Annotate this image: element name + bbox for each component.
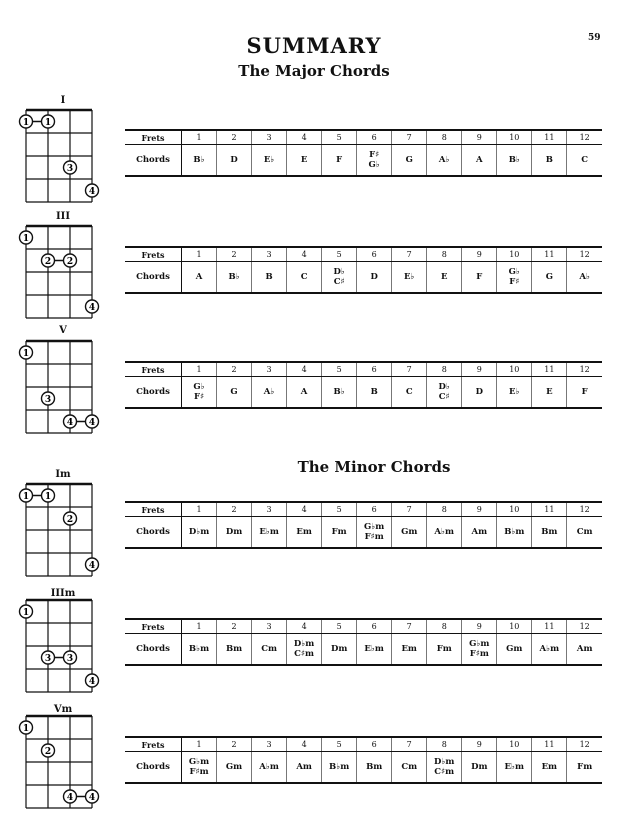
fret-number: 8 — [427, 502, 462, 517]
fret-number: 12 — [567, 619, 602, 634]
finger-marker — [86, 300, 99, 313]
svg-text:1: 1 — [44, 118, 52, 128]
chord-name: F — [462, 262, 497, 294]
fret-number: 1 — [182, 737, 217, 752]
fret-number: 1 — [182, 362, 217, 377]
svg-text:4: 4 — [66, 418, 74, 428]
fret-number: 4 — [287, 130, 322, 145]
chord-name: F — [322, 145, 357, 177]
svg-text:4: 4 — [66, 793, 74, 803]
finger-marker — [64, 790, 77, 803]
frets-label: Frets — [125, 362, 182, 377]
chord-diagram-label: V — [59, 325, 67, 336]
svg-text:2: 2 — [44, 257, 52, 267]
fret-number: 10 — [497, 247, 532, 262]
chord-name: G — [392, 145, 427, 177]
chord-name: Am — [567, 634, 602, 666]
chords-label: Chords — [125, 145, 182, 177]
chord-name: D♭ C♯ — [322, 262, 357, 294]
finger-marker — [64, 161, 77, 174]
chord-name: E♭ — [497, 377, 532, 409]
fret-number: 9 — [462, 502, 497, 517]
svg-text:2: 2 — [66, 257, 74, 267]
fret-number: 8 — [427, 619, 462, 634]
frets-row — [125, 362, 602, 377]
chord-name: Am — [462, 517, 497, 549]
fret-number: 9 — [462, 130, 497, 145]
chord-name: Em — [392, 634, 427, 666]
svg-text:4: 4 — [88, 677, 96, 687]
chord-name: E♭m — [252, 517, 287, 549]
frets-label: Frets — [125, 247, 182, 262]
fret-number: 5 — [322, 737, 357, 752]
chord-name: D — [357, 262, 392, 294]
fret-number: 12 — [567, 502, 602, 517]
page-title: SUMMARY — [246, 33, 382, 58]
chord-name: G♭m F♯m — [357, 517, 392, 549]
fretboard-grid — [14, 331, 104, 443]
chord-name: Em — [532, 752, 567, 784]
chord-name: D — [217, 145, 252, 177]
chord-name: G — [217, 377, 252, 409]
fret-number: 3 — [252, 502, 287, 517]
fretboard-grid — [14, 100, 104, 212]
fret-number: 5 — [322, 362, 357, 377]
finger-marker — [64, 651, 77, 664]
fret-number: 3 — [252, 619, 287, 634]
fret-number: 2 — [217, 130, 252, 145]
chord-name: B♭ — [497, 145, 532, 177]
fret-number: 11 — [532, 362, 567, 377]
chord-name: Fm — [427, 634, 462, 666]
svg-text:3: 3 — [66, 164, 74, 174]
chord-fret-table — [125, 129, 602, 177]
chord-name: Cm — [567, 517, 602, 549]
finger-marker — [42, 392, 55, 405]
svg-text:1: 1 — [22, 608, 30, 618]
finger-marker — [20, 115, 33, 128]
frets-label: Frets — [125, 130, 182, 145]
chords-label: Chords — [125, 634, 182, 666]
fret-number: 11 — [532, 247, 567, 262]
chord-diagram-label: III — [55, 211, 71, 222]
fret-number: 8 — [427, 247, 462, 262]
chord-name: E — [427, 262, 462, 294]
chords-label: Chords — [125, 262, 182, 294]
chord-name: Am — [287, 752, 322, 784]
fretboard-grid — [14, 216, 104, 328]
chord-name: G♭ F♯ — [182, 377, 217, 409]
finger-marker — [64, 254, 77, 267]
fret-number: 12 — [567, 362, 602, 377]
fret-number: 4 — [287, 502, 322, 517]
chord-name: A — [182, 262, 217, 294]
finger-marker — [86, 558, 99, 571]
chord-name: F — [567, 377, 602, 409]
chord-name: Bm — [357, 752, 392, 784]
svg-text:4: 4 — [88, 187, 96, 197]
fret-number: 10 — [497, 619, 532, 634]
chord-name: D♭m — [182, 517, 217, 549]
frets-row — [125, 619, 602, 634]
chord-fret-table — [125, 501, 602, 549]
chord-name: Cm — [392, 752, 427, 784]
chord-name: G♭m F♯m — [182, 752, 217, 784]
chord-name: F♯ G♭ — [357, 145, 392, 177]
fret-number: 1 — [182, 502, 217, 517]
chords-row — [125, 262, 602, 294]
chord-name: B — [357, 377, 392, 409]
fret-number: 10 — [497, 502, 532, 517]
fret-number: 8 — [427, 362, 462, 377]
fret-number: 11 — [532, 502, 567, 517]
fret-number: 4 — [287, 247, 322, 262]
fret-number: 6 — [357, 737, 392, 752]
fret-number: 3 — [252, 362, 287, 377]
chord-name: Dm — [217, 517, 252, 549]
chord-name: E — [532, 377, 567, 409]
chords-row — [125, 634, 602, 666]
fret-number: 9 — [462, 247, 497, 262]
chord-name: Gm — [217, 752, 252, 784]
chord-diagram-label: Im — [55, 469, 71, 480]
svg-text:3: 3 — [44, 395, 52, 405]
chord-name: G♭ F♯ — [497, 262, 532, 294]
fret-number: 2 — [217, 619, 252, 634]
fret-number: 5 — [322, 247, 357, 262]
frets-label: Frets — [125, 737, 182, 752]
chord-diagram-label: IIIm — [50, 588, 76, 599]
fret-number: 6 — [357, 502, 392, 517]
chords-row — [125, 517, 602, 549]
minor-chords-heading: The Minor Chords — [297, 458, 451, 476]
chord-name: B♭m — [497, 517, 532, 549]
chord-diagram — [14, 590, 104, 702]
chord-name: E♭ — [392, 262, 427, 294]
fret-number: 12 — [567, 737, 602, 752]
chord-diagram — [14, 706, 104, 818]
chord-name: Fm — [567, 752, 602, 784]
finger-marker — [42, 651, 55, 664]
fret-number: 12 — [567, 130, 602, 145]
frets-row — [125, 502, 602, 517]
fret-number: 11 — [532, 130, 567, 145]
fret-number: 7 — [392, 130, 427, 145]
fret-number: 8 — [427, 737, 462, 752]
chord-name: Bm — [532, 517, 567, 549]
chord-name: C — [392, 377, 427, 409]
chord-name: Gm — [497, 634, 532, 666]
chord-name: D♭m C♯m — [427, 752, 462, 784]
fret-number: 10 — [497, 362, 532, 377]
chord-name: B♭m — [182, 634, 217, 666]
chords-label: Chords — [125, 377, 182, 409]
fret-number: 10 — [497, 130, 532, 145]
finger-marker — [20, 721, 33, 734]
chord-diagram — [14, 474, 104, 586]
chord-name: A♭ — [252, 377, 287, 409]
fret-number: 1 — [182, 247, 217, 262]
fret-number: 7 — [392, 619, 427, 634]
fret-number: 6 — [357, 619, 392, 634]
fret-number: 9 — [462, 737, 497, 752]
fret-number: 1 — [182, 130, 217, 145]
chord-name: C — [287, 262, 322, 294]
fret-number: 12 — [567, 247, 602, 262]
chord-name: A♭m — [252, 752, 287, 784]
chord-name: A — [462, 145, 497, 177]
finger-marker — [42, 254, 55, 267]
finger-marker — [86, 415, 99, 428]
chord-diagram — [14, 100, 104, 212]
svg-text:1: 1 — [22, 492, 30, 502]
fret-number: 11 — [532, 737, 567, 752]
chord-name: G♭m F♯m — [462, 634, 497, 666]
finger-marker — [42, 115, 55, 128]
chord-name: B♭ — [217, 262, 252, 294]
fret-number: 5 — [322, 502, 357, 517]
page-number: 59 — [588, 33, 601, 43]
finger-marker — [42, 744, 55, 757]
svg-text:3: 3 — [66, 654, 74, 664]
chord-name: Em — [287, 517, 322, 549]
fret-number: 2 — [217, 247, 252, 262]
chord-name: B — [532, 145, 567, 177]
chord-fret-table — [125, 736, 602, 784]
fret-number: 6 — [357, 247, 392, 262]
chord-diagram — [14, 331, 104, 443]
finger-marker — [86, 790, 99, 803]
chord-name: Dm — [322, 634, 357, 666]
fret-number: 2 — [217, 737, 252, 752]
frets-row — [125, 737, 602, 752]
frets-row — [125, 130, 602, 145]
chord-name: Cm — [252, 634, 287, 666]
finger-marker — [86, 674, 99, 687]
svg-text:1: 1 — [22, 724, 30, 734]
chords-row — [125, 752, 602, 784]
chord-fret-table — [125, 618, 602, 666]
fret-number: 7 — [392, 362, 427, 377]
fret-number: 2 — [217, 362, 252, 377]
chord-fret-table — [125, 246, 602, 294]
fret-number: 4 — [287, 737, 322, 752]
finger-marker — [86, 184, 99, 197]
chord-name: Fm — [322, 517, 357, 549]
chord-name: B♭ — [322, 377, 357, 409]
chord-name: Gm — [392, 517, 427, 549]
chord-name: D — [462, 377, 497, 409]
svg-text:2: 2 — [44, 747, 52, 757]
fret-number: 6 — [357, 362, 392, 377]
chord-name: A — [287, 377, 322, 409]
chord-name: B — [252, 262, 287, 294]
fret-number: 6 — [357, 130, 392, 145]
fret-number: 3 — [252, 130, 287, 145]
fret-number: 4 — [287, 362, 322, 377]
chord-diagram — [14, 216, 104, 328]
fretboard-grid — [14, 706, 104, 818]
fret-number: 4 — [287, 619, 322, 634]
fret-number: 7 — [392, 247, 427, 262]
fret-number: 5 — [322, 130, 357, 145]
chord-name: A♭m — [427, 517, 462, 549]
fret-number: 7 — [392, 502, 427, 517]
fret-number: 7 — [392, 737, 427, 752]
fret-number: 3 — [252, 737, 287, 752]
chords-label: Chords — [125, 752, 182, 784]
svg-text:1: 1 — [22, 349, 30, 359]
finger-marker — [20, 489, 33, 502]
svg-text:4: 4 — [88, 793, 96, 803]
svg-text:1: 1 — [22, 234, 30, 244]
fret-number: 5 — [322, 619, 357, 634]
chord-fret-table — [125, 361, 602, 409]
svg-text:3: 3 — [44, 654, 52, 664]
chord-name: A♭ — [427, 145, 462, 177]
frets-label: Frets — [125, 619, 182, 634]
svg-text:1: 1 — [22, 118, 30, 128]
chord-name: E — [287, 145, 322, 177]
chord-diagram-label: Vm — [53, 704, 73, 715]
fret-number: 1 — [182, 619, 217, 634]
finger-marker — [20, 346, 33, 359]
chord-name: C — [567, 145, 602, 177]
fret-number: 8 — [427, 130, 462, 145]
chord-name: Dm — [462, 752, 497, 784]
chord-name: A♭m — [532, 634, 567, 666]
frets-label: Frets — [125, 502, 182, 517]
finger-marker — [20, 231, 33, 244]
svg-text:1: 1 — [44, 492, 52, 502]
chord-name: E♭m — [357, 634, 392, 666]
chord-name: D♭m C♯m — [287, 634, 322, 666]
chord-name: B♭ — [182, 145, 217, 177]
svg-text:4: 4 — [88, 303, 96, 313]
fret-number: 11 — [532, 619, 567, 634]
fret-number: 10 — [497, 737, 532, 752]
frets-row — [125, 247, 602, 262]
chords-row — [125, 145, 602, 177]
svg-text:4: 4 — [88, 418, 96, 428]
fretboard-grid — [14, 590, 104, 702]
finger-marker — [42, 489, 55, 502]
fret-number: 9 — [462, 619, 497, 634]
chord-name: E♭m — [497, 752, 532, 784]
chord-diagram-label: I — [60, 95, 66, 106]
chord-name: G — [532, 262, 567, 294]
svg-text:4: 4 — [88, 561, 96, 571]
finger-marker — [20, 605, 33, 618]
fret-number: 3 — [252, 247, 287, 262]
fretboard-grid — [14, 474, 104, 586]
finger-marker — [64, 512, 77, 525]
major-chords-heading: The Major Chords — [238, 62, 390, 80]
chord-name: E♭ — [252, 145, 287, 177]
chord-name: B♭m — [322, 752, 357, 784]
chords-row — [125, 377, 602, 409]
svg-text:2: 2 — [66, 515, 74, 525]
chords-label: Chords — [125, 517, 182, 549]
finger-marker — [64, 415, 77, 428]
chord-name: Bm — [217, 634, 252, 666]
fret-number: 9 — [462, 362, 497, 377]
fret-number: 2 — [217, 502, 252, 517]
chord-name: A♭ — [567, 262, 602, 294]
chord-name: D♭ C♯ — [427, 377, 462, 409]
